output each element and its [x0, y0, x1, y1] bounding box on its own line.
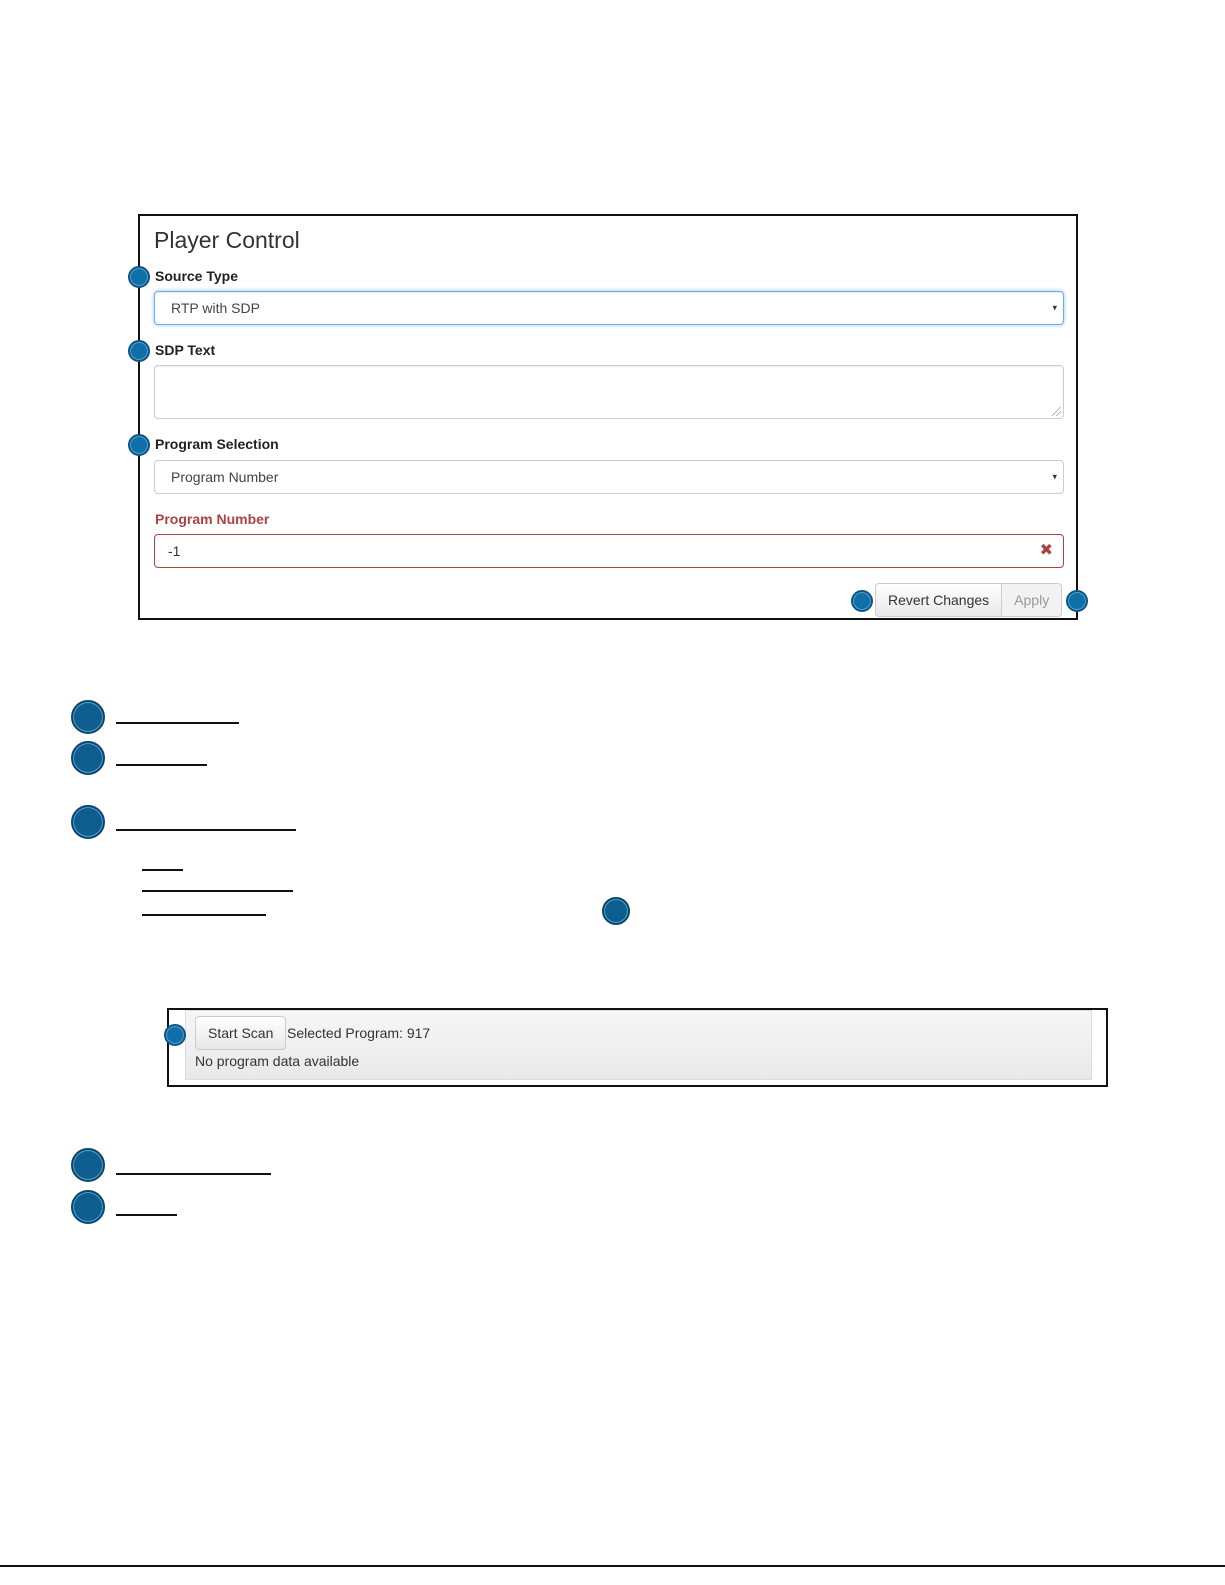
action-button-group	[875, 583, 1062, 617]
legend-sub-underline	[142, 890, 293, 892]
program-selection-select[interactable]	[154, 460, 1064, 494]
sdp-text-area[interactable]	[154, 365, 1064, 419]
callout-marker	[128, 434, 150, 456]
page-bottom-rule	[0, 1565, 1225, 1567]
apply-button[interactable]: Apply	[1002, 583, 1062, 617]
program-number-input[interactable]	[154, 534, 1064, 568]
legend-underline	[116, 1214, 177, 1216]
callout-marker	[128, 266, 150, 288]
program-scan-panel	[185, 1010, 1092, 1080]
program-number-value: -1	[168, 543, 181, 559]
source-type-value: RTP with SDP	[171, 300, 260, 316]
program-selection-label: Program Selection	[155, 436, 279, 452]
legend-marker	[71, 1148, 105, 1182]
legend-underline	[116, 722, 239, 724]
selected-program-text: Selected Program: 917	[287, 1025, 431, 1041]
callout-marker	[1066, 590, 1088, 612]
legend-sub-underline	[142, 869, 183, 871]
program-selection-value: Program Number	[171, 469, 279, 485]
legend-underline	[116, 764, 207, 766]
legend-underline	[116, 829, 296, 831]
program-status-text: No program data available	[195, 1053, 360, 1069]
callout-marker	[851, 590, 873, 612]
legend-marker	[71, 1190, 105, 1224]
panel-title: Player Control	[154, 227, 300, 253]
revert-changes-button[interactable]: Revert Changes	[875, 583, 1002, 617]
chevron-down-icon: ▾	[1052, 471, 1057, 482]
resize-grip-icon[interactable]	[1052, 407, 1061, 416]
start-scan-button[interactable]: Start Scan	[195, 1016, 286, 1050]
source-type-select[interactable]	[154, 291, 1064, 325]
callout-marker	[164, 1024, 186, 1046]
legend-marker	[71, 805, 105, 839]
chevron-down-icon: ▾	[1052, 302, 1057, 313]
legend-sub-underline	[142, 914, 266, 916]
legend-marker	[602, 897, 630, 925]
sdp-text-label: SDP Text	[155, 342, 216, 358]
legend-marker	[71, 700, 105, 734]
program-number-label: Program Number	[155, 511, 270, 527]
legend-underline	[116, 1173, 271, 1175]
legend-marker	[71, 741, 105, 775]
callout-marker	[128, 340, 150, 362]
error-x-icon: ✖	[1039, 542, 1053, 559]
source-type-label: Source Type	[155, 268, 238, 284]
